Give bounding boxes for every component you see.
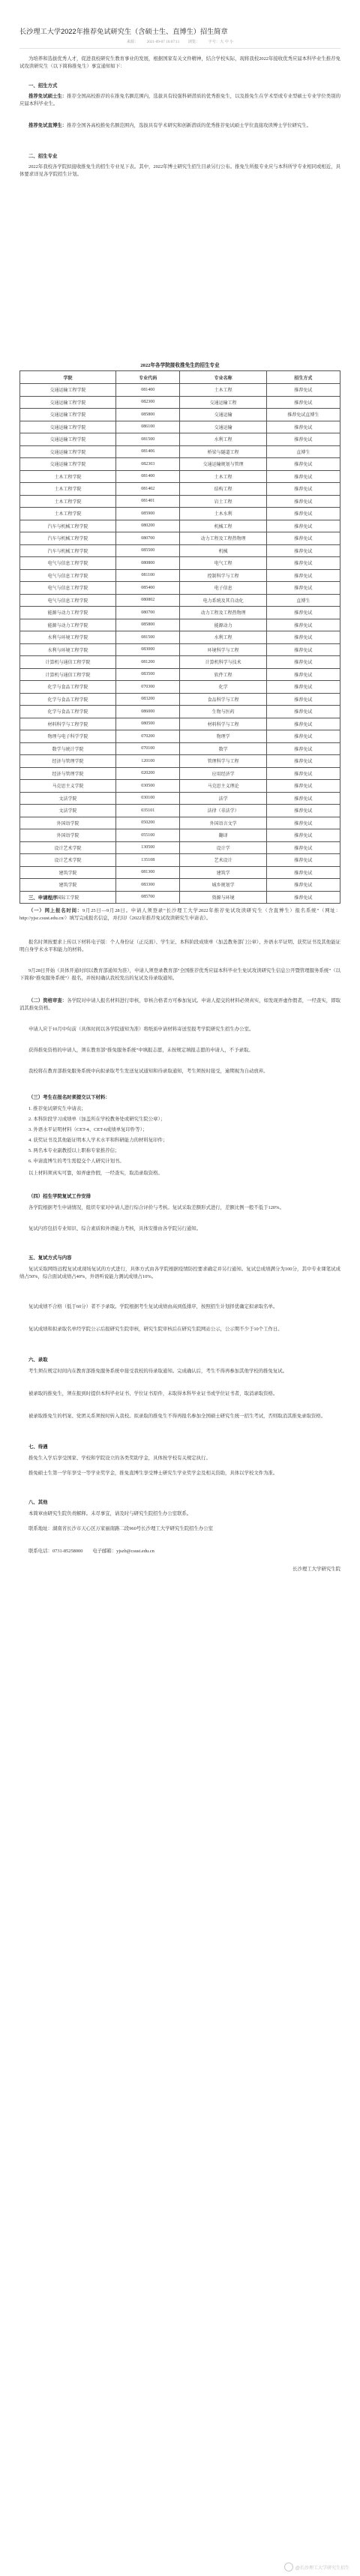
cell-code: 080700 bbox=[116, 532, 180, 545]
cell-mode: 推荐免试 bbox=[266, 557, 340, 570]
cell-major: 化学 bbox=[180, 681, 266, 694]
cell-college: 交通运输工程学院 bbox=[20, 433, 116, 446]
majors-table bbox=[20, 370, 340, 904]
signature-office: 长沙理工大学研究生院 bbox=[292, 1567, 340, 1572]
section-heading-8: 八、其他 bbox=[28, 1500, 48, 1505]
cell-mode: 直博生 bbox=[266, 445, 340, 458]
item-label: 推荐免试硕士生： bbox=[28, 94, 68, 99]
material-item: 1. 推荐免试研究生申请表； bbox=[28, 1106, 86, 1111]
cell-mode: 推荐免试 bbox=[266, 508, 340, 520]
cell-major: 土木水利 bbox=[180, 508, 266, 520]
table-row bbox=[20, 631, 340, 644]
cell-mode: 推荐免试 bbox=[266, 706, 340, 718]
table-row bbox=[20, 668, 340, 681]
table-row bbox=[20, 643, 340, 656]
cell-college: 材料科学与工程学院 bbox=[20, 718, 116, 730]
cell-code: 081200 bbox=[116, 656, 180, 669]
sub-label: （一）网上报名时间： bbox=[28, 908, 82, 913]
cell-major: 交通运输工程 bbox=[180, 396, 266, 409]
cell-mode: 推荐免试 bbox=[266, 718, 340, 730]
table-row bbox=[20, 767, 340, 780]
table-row bbox=[20, 681, 340, 694]
cell-college: 设计艺术学院 bbox=[20, 841, 116, 854]
cell-college: 马克思主义学院 bbox=[20, 780, 116, 793]
weibo-logo-icon bbox=[284, 2563, 293, 2572]
table-row bbox=[20, 879, 340, 892]
font-size-toggle[interactable]: 字号：大 中 小 bbox=[208, 40, 234, 44]
material-item: 5. 两名本专业副教授以上职称专家推荐信； bbox=[28, 1148, 120, 1153]
cell-major: 环境科学与工程 bbox=[180, 643, 266, 656]
section-4-p2: 复试内容包括专业知识、综合素质和外语能力考核，具体安排由各学院另行通知。 bbox=[28, 1226, 202, 1231]
header-mode: 招生方式 bbox=[266, 371, 340, 384]
sub-label: （二）资格审查： bbox=[28, 998, 68, 1003]
table-row bbox=[20, 495, 340, 508]
section-1-item-1 bbox=[20, 93, 340, 109]
cell-college: 交通运输工程学院 bbox=[20, 409, 116, 421]
table-row bbox=[20, 805, 340, 817]
cell-mode: 直博生 bbox=[266, 594, 340, 607]
cell-code: 080800 bbox=[116, 557, 180, 570]
table-row bbox=[20, 569, 340, 582]
section-3-p6: 获得推免资格的申请人，须在教育部“推免服务系统”中填报志愿，未按规定填报志愿的申请人，不予录取。 bbox=[28, 1048, 254, 1053]
cell-college: 水利与环境工程学院 bbox=[20, 643, 116, 656]
section-heading-retest-arrangement: （四）招生学院复试工作安排 bbox=[28, 1194, 92, 1199]
cell-college: 国际工学院 bbox=[20, 891, 116, 904]
cell-mode: 推荐免试 bbox=[266, 532, 340, 545]
sub-text: 9月25日—9月28日。申请人须登录“长沙理工大学2022年推荐免试攻读研究生（含直博生）报名系统”（网址：http://yjsc.csust.edu.cn/）填写完成报名信息，并打印《2022年推荐免试攻读研究生申请表》。 bbox=[20, 908, 341, 922]
table-row bbox=[20, 829, 340, 842]
cell-college: 土木工程学院 bbox=[20, 483, 116, 496]
cell-college: 电气与信息工程学院 bbox=[20, 557, 116, 570]
cell-major: 结构工程 bbox=[180, 483, 266, 496]
cell-code: 135108 bbox=[116, 854, 180, 867]
page-title: 长沙理工大学2022年推荐免试研究生（含硕士生、直博生）招生简章 bbox=[20, 28, 228, 35]
section-5-p1: 复试采取网络远程复试或现场复试的方式进行，具体方式由各学院根据疫情防控要求确定并另行通知。复试总成绩满分为100分，其中专业课笔试成绩占50%，综合面试成绩占40%，外语听说能力测试成绩占10%。 bbox=[20, 1267, 340, 1280]
cell-college: 交通运输工程学院 bbox=[20, 445, 116, 458]
cell-mode: 推荐免试 bbox=[266, 656, 340, 669]
section-6-p3: 被录取推免生的档案、党团关系须按时转入我校。拟录取的推免生不得再报名参加全国硕士研究生统一招生考试，否则取消其推免录取资格。 bbox=[28, 1414, 326, 1419]
cell-major: 交通运输 bbox=[180, 421, 266, 433]
cell-mode: 推荐免试 bbox=[266, 841, 340, 854]
material-item: 6. 申请直博生的考生需提交个人研究计划书。 bbox=[28, 1159, 124, 1164]
cell-college: 设计艺术学院 bbox=[20, 854, 116, 867]
cell-college: 化学与食品工程学院 bbox=[20, 681, 116, 694]
cell-code: 080700 bbox=[116, 607, 180, 619]
cell-major: 动力工程及工程热物理 bbox=[180, 532, 266, 545]
cell-college: 能源与动力工程学院 bbox=[20, 607, 116, 619]
cell-code: 070100 bbox=[116, 742, 180, 755]
cell-major: 电力系统及其自动化 bbox=[180, 594, 266, 607]
cell-college: 电气与信息工程学院 bbox=[20, 582, 116, 595]
cell-major: 资源与环境 bbox=[180, 891, 266, 904]
header-college: 学院 bbox=[20, 371, 116, 384]
table-row bbox=[20, 817, 340, 829]
contact-phone-email: 联系电话：0731-85258000 电子邮箱：yjszb@csust.edu.cn bbox=[28, 1549, 154, 1554]
cell-major: 电子信息 bbox=[180, 582, 266, 595]
section-7-p1: 推免生入学后享受国家、学校和学院设立的各类奖助学金，具体按学校有关规定执行。 bbox=[28, 1456, 211, 1461]
cell-college: 电气与信息工程学院 bbox=[20, 594, 116, 607]
cell-major: 控制科学与工程 bbox=[180, 569, 266, 582]
cell-major: 外国语言文学 bbox=[180, 817, 266, 829]
cell-mode: 推荐免试 bbox=[266, 866, 340, 879]
table-row bbox=[20, 780, 340, 793]
section-heading-5: 五、复试方式与内容 bbox=[28, 1255, 72, 1261]
table-row bbox=[20, 532, 340, 545]
materials-note: 以上材料须真实可靠，如弄虚作假，一经查实，取消录取资格。 bbox=[28, 1171, 163, 1176]
section-heading-6: 六、录取 bbox=[28, 1357, 48, 1363]
cell-college: 文法学院 bbox=[20, 805, 116, 817]
watermark-text: @长沙理工大学研究生招生 bbox=[295, 2566, 350, 2571]
cell-code: 085700 bbox=[116, 891, 180, 904]
table-row bbox=[20, 755, 340, 768]
table-row bbox=[20, 582, 340, 595]
cell-code: 080500 bbox=[116, 718, 180, 730]
table-row bbox=[20, 384, 340, 397]
cell-mode: 推荐免试 bbox=[266, 891, 340, 904]
cell-mode: 推荐免试 bbox=[266, 817, 340, 829]
sub-text: 各学院对申请人报名材料进行审核，审核合格者方可参加复试。申请人提交的材料必须真实，如发现弄虚作假者，一经查实，即取消其推免资格。 bbox=[20, 998, 340, 1012]
item-label: 推荐免试直博生： bbox=[28, 123, 68, 128]
section-4-p1: 各学院根据考生申请情况，组织专家对申请人进行综合评价与考核。复试采取差额形式进行，差额比例一般不低于120%。 bbox=[28, 1205, 284, 1210]
cell-college: 交通运输工程学院 bbox=[20, 396, 116, 409]
cell-major: 岩土工程 bbox=[180, 495, 266, 508]
cell-major: 电气工程 bbox=[180, 557, 266, 570]
cell-mode: 推荐免试 bbox=[266, 384, 340, 397]
cell-college: 物理与电子科学学院 bbox=[20, 730, 116, 743]
section-3-p2: 报名时须按要求上传以下材料电子版：个人身份证（正反面）、学生证、本科阶段成绩单（加盖教务部门公章）、外语水平证明、获奖证书及其他能证明自身学术水平和能力的材料。 bbox=[20, 940, 340, 953]
cell-mode: 推荐免试 bbox=[266, 879, 340, 892]
cell-college: 数学与统计学院 bbox=[20, 742, 116, 755]
cell-mode: 推荐免试 bbox=[266, 433, 340, 446]
table-row bbox=[20, 619, 340, 631]
intro-paragraph: 为培养和选拔优秀人才，促进我校研究生教育事业的发展，根据国家有关文件精神，结合学校实际，现将我校2022年接收优秀应届本科毕业生推荐免试攻读研究生（以下简称推免生）事宜通知如下： bbox=[20, 56, 340, 70]
section-5-p3: 复试成绩和拟录取名单经学院公示后报研究生院审核，研究生院审核后在研究生院网站公示，公示期不少于10个工作日。 bbox=[28, 1327, 283, 1332]
table-row bbox=[20, 706, 340, 718]
cell-code: 055100 bbox=[116, 829, 180, 842]
table-row bbox=[20, 520, 340, 532]
cell-college: 计算机与通信工程学院 bbox=[20, 656, 116, 669]
cell-mode: 推荐免试 bbox=[266, 495, 340, 508]
cell-mode: 推荐免试 bbox=[266, 693, 340, 706]
cell-mode: 推荐免试 bbox=[266, 742, 340, 755]
cell-mode: 推荐免试 bbox=[266, 681, 340, 694]
section-heading-2: 二、招生专业 bbox=[28, 154, 58, 159]
cell-mode: 推荐免试 bbox=[266, 582, 340, 595]
cell-college: 汽车与机械工程学院 bbox=[20, 544, 116, 557]
cell-mode: 推荐免试 bbox=[266, 643, 340, 656]
cell-mode: 推荐免试 bbox=[266, 544, 340, 557]
cell-code: 081402 bbox=[116, 483, 180, 496]
cell-major: 城乡规划学 bbox=[180, 879, 266, 892]
cell-college: 汽车与机械工程学院 bbox=[20, 532, 116, 545]
cell-code: 081406 bbox=[116, 445, 180, 458]
table-row bbox=[20, 854, 340, 867]
table-row bbox=[20, 470, 340, 483]
cell-major: 交通运输 bbox=[180, 409, 266, 421]
material-item: 3. 外语水平证明材料（CET-4、CET-6成绩单复印件等）； bbox=[28, 1127, 148, 1132]
cell-code: 070200 bbox=[116, 730, 180, 743]
cell-mode: 推荐免试 bbox=[266, 569, 340, 582]
cell-major: 法律（非法学） bbox=[180, 805, 266, 817]
table-row bbox=[20, 718, 340, 730]
cell-major: 计算机科学与技术 bbox=[180, 656, 266, 669]
cell-mode: 推荐免试 bbox=[266, 619, 340, 631]
cell-college: 文法学院 bbox=[20, 792, 116, 805]
table-row bbox=[20, 730, 340, 743]
cell-major: 建筑学 bbox=[180, 866, 266, 879]
cell-major: 桥梁与隧道工程 bbox=[180, 445, 266, 458]
table-row bbox=[20, 544, 340, 557]
cell-major: 水利工程 bbox=[180, 433, 266, 446]
cell-code: 080200 bbox=[116, 520, 180, 532]
table-body bbox=[20, 384, 340, 904]
section-1-item-2 bbox=[20, 122, 340, 130]
cell-code: 083300 bbox=[116, 879, 180, 892]
cell-major: 交通运输规划与管理 bbox=[180, 458, 266, 471]
item-text: 推荐全国各高校推免名额范围内，选拔具有学术研究和创新潜质的优秀推荐免试硕士学位直接攻读博士学位研究生。 bbox=[67, 123, 312, 128]
cell-major: 法学 bbox=[180, 792, 266, 805]
table-row bbox=[20, 607, 340, 619]
cell-major: 艺术设计 bbox=[180, 854, 266, 867]
table-header-row bbox=[20, 371, 340, 384]
cell-mode: 推荐免试 bbox=[266, 767, 340, 780]
cell-college: 能源与动力工程学院 bbox=[20, 619, 116, 631]
cell-college: 土木工程学院 bbox=[20, 495, 116, 508]
cell-code: 082303 bbox=[116, 458, 180, 471]
cell-major: 土木工程 bbox=[180, 470, 266, 483]
cell-major: 水利工程 bbox=[180, 631, 266, 644]
cell-mode: 推荐免试 bbox=[266, 730, 340, 743]
cell-major: 数学 bbox=[180, 742, 266, 755]
section-8-p1: 本简章由研究生院负责解释。未尽事宜，请及时与研究生院招生办公室联系。 bbox=[28, 1511, 192, 1516]
meta-source: 来源： bbox=[126, 40, 139, 44]
cell-code: 086100 bbox=[116, 421, 180, 433]
cell-mode: 推荐免试 bbox=[266, 483, 340, 496]
cell-major: 材料科学与工程 bbox=[180, 718, 266, 730]
cell-mode: 推荐免试 bbox=[266, 607, 340, 619]
material-item: 4. 获奖证书及其他能证明本人学术水平和科研能力的材料复印件； bbox=[28, 1138, 168, 1143]
cell-mode: 推荐免试 bbox=[266, 631, 340, 644]
cell-code: 030100 bbox=[116, 792, 180, 805]
cell-code: 085800 bbox=[116, 409, 180, 421]
cell-college: 土木工程学院 bbox=[20, 470, 116, 483]
material-item: 2. 本科阶段学习成绩单（加盖所在学校教务处或研究生院公章）； bbox=[28, 1117, 166, 1122]
article-meta bbox=[22, 39, 338, 44]
cell-code: 020200 bbox=[116, 767, 180, 780]
cell-major: 应用经济学 bbox=[180, 767, 266, 780]
table-row bbox=[20, 433, 340, 446]
cell-major: 机械 bbox=[180, 544, 266, 557]
table-row bbox=[20, 409, 340, 421]
section-2-paragraph: 2022年我校各学院拟接收推免生的招生专业见下表。其中，2022年博士研究生招生目录另行公布。推免生所报专业应与本科所学专业相同或相近，具体要求详见各学院招生计划。 bbox=[20, 164, 340, 178]
section-7-p2: 推免硕士生第一学年享受一等学业奖学金，推免直博生享受博士研究生学业奖学金及相关资助，具体以学校文件为准。 bbox=[28, 1471, 278, 1476]
section-3-p7: 我校将在教育部推免服务系统中向拟录取考生发送复试通知和待录取通知，考生须按时接受，逾期视为自动放弃。 bbox=[28, 1069, 268, 1074]
cell-major: 机械工程 bbox=[180, 520, 266, 532]
cell-major: 能源动力 bbox=[180, 619, 266, 631]
cell-college: 交通运输工程学院 bbox=[20, 384, 116, 397]
header-code: 专业代码 bbox=[116, 371, 180, 384]
table-row bbox=[20, 483, 340, 496]
cell-major: 土木工程 bbox=[180, 384, 266, 397]
cell-major: 生物与医药 bbox=[180, 706, 266, 718]
cell-mode: 推荐免试 bbox=[266, 470, 340, 483]
cell-mode: 推荐免试 bbox=[266, 829, 340, 842]
cell-code: 085400 bbox=[116, 582, 180, 595]
cell-mode: 推荐免试 bbox=[266, 458, 340, 471]
table-row bbox=[20, 557, 340, 570]
cell-mode: 推荐免试 bbox=[266, 755, 340, 768]
cell-mode: 推荐免试 bbox=[266, 668, 340, 681]
cell-code: 030500 bbox=[116, 780, 180, 793]
cell-college: 交通运输工程学院 bbox=[20, 421, 116, 433]
cell-college: 土木工程学院 bbox=[20, 508, 116, 520]
cell-college: 化学与食品工程学院 bbox=[20, 706, 116, 718]
section-6-p1: 考生须在规定时间内在教育部推免服务系统中接受我校的待录取通知。完成确认后，考生不得再参加其他学校的推免复试。 bbox=[28, 1369, 288, 1374]
cell-code: 081500 bbox=[116, 631, 180, 644]
cell-major: 马克思主义理论 bbox=[180, 780, 266, 793]
cell-code: 081100 bbox=[116, 569, 180, 582]
title-divider bbox=[20, 48, 340, 49]
cell-college: 外国语学院 bbox=[20, 817, 116, 829]
section-heading-7: 七、待遇 bbox=[28, 1444, 48, 1450]
cell-code: 080802 bbox=[116, 594, 180, 607]
cell-major: 软件工程 bbox=[180, 668, 266, 681]
section-heading-materials: （三）考生在报名时须提交以下材料： bbox=[28, 1095, 110, 1100]
cell-college: 经济与管理学院 bbox=[20, 755, 116, 768]
cell-code: 082300 bbox=[116, 396, 180, 409]
cell-code: 081400 bbox=[116, 384, 180, 397]
table-row bbox=[20, 792, 340, 805]
section-3-p1 bbox=[20, 907, 340, 923]
section-6-p2: 被录取的推免生，须在报到时提供本科毕业证书、学位证书原件，未取得本科毕业证书或学位证书者，取消录取资格。 bbox=[28, 1391, 278, 1396]
cell-college: 外国语学院 bbox=[20, 829, 116, 842]
meta-date: 2021-09-07 16:07:11 bbox=[146, 40, 180, 44]
table-row bbox=[20, 421, 340, 433]
cell-mode: 推荐免试 bbox=[266, 421, 340, 433]
cell-college: 电气与信息工程学院 bbox=[20, 569, 116, 582]
cell-college: 建筑学院 bbox=[20, 879, 116, 892]
section-heading-3: 三、申请程序 bbox=[28, 895, 58, 901]
cell-code: 120100 bbox=[116, 755, 180, 768]
cell-major: 管理科学与工程 bbox=[180, 755, 266, 768]
table-row bbox=[20, 742, 340, 755]
table-row bbox=[20, 866, 340, 879]
cell-mode: 推荐免试 bbox=[266, 396, 340, 409]
cell-code: 085900 bbox=[116, 508, 180, 520]
cell-mode: 推荐免试直博生 bbox=[266, 409, 340, 421]
table-title: 2022年各学院接收推免生的招生专业 bbox=[140, 363, 220, 368]
cell-code: 081400 bbox=[116, 470, 180, 483]
cell-college: 化学与食品工程学院 bbox=[20, 693, 116, 706]
cell-code: 070300 bbox=[116, 681, 180, 694]
cell-code: 086000 bbox=[116, 706, 180, 718]
cell-mode: 推荐免试 bbox=[266, 520, 340, 532]
cell-code: 081500 bbox=[116, 433, 180, 446]
cell-code: 083200 bbox=[116, 693, 180, 706]
cell-code: 083500 bbox=[116, 668, 180, 681]
section-3-p4 bbox=[20, 997, 340, 1013]
cell-code: 081401 bbox=[116, 495, 180, 508]
cell-college: 计算机与通信工程学院 bbox=[20, 668, 116, 681]
cell-major: 物理学 bbox=[180, 730, 266, 743]
cell-mode: 推荐免试 bbox=[266, 854, 340, 867]
cell-code: 085800 bbox=[116, 619, 180, 631]
section-5-p2: 复试成绩不合格（低于60分）者不予录取。学院根据考生复试成绩由高到低排序，按照招生计划择优确定拟录取名单。 bbox=[28, 1304, 278, 1309]
section-3-p3: 9月28日开始（具体开通时间以教育部通知为准），申请人须登录教育部“全国推荐优秀应届本科毕业生免试攻读研究生信息公开暨管理服务系统”（以下简称“推免服务系统”）报名，并按时确认我校发出的复试及待录取通知。 bbox=[20, 968, 340, 982]
table-row bbox=[20, 458, 340, 471]
cell-code: 050200 bbox=[116, 817, 180, 829]
cell-mode: 推荐免试 bbox=[266, 780, 340, 793]
table-row bbox=[20, 656, 340, 669]
item-text: 推荐全国高校推荐的在推免名额范围内，选拔具有较强科研潜质的优秀推免生，以及推免生在学术型或专业型硕士专业学位类别的应届本科毕业生。 bbox=[20, 94, 340, 107]
cell-college: 水利与环境工程学院 bbox=[20, 631, 116, 644]
cell-code: 083000 bbox=[116, 643, 180, 656]
meta-views: 浏览： bbox=[188, 40, 200, 44]
cell-mode: 推荐免试 bbox=[266, 805, 340, 817]
table-row bbox=[20, 445, 340, 458]
table-row bbox=[20, 841, 340, 854]
cell-major: 动力工程及工程热物理 bbox=[180, 607, 266, 619]
table-row bbox=[20, 396, 340, 409]
table-row bbox=[20, 594, 340, 607]
contact-address: 联系地址：湖南省长沙市天心区万家丽南路二段960号长沙理工大学研究生院招生办公室 bbox=[28, 1526, 214, 1531]
cell-major: 设计学 bbox=[180, 841, 266, 854]
cell-code: 035101 bbox=[116, 805, 180, 817]
cell-college: 汽车与机械工程学院 bbox=[20, 520, 116, 532]
cell-mode: 推荐免试 bbox=[266, 792, 340, 805]
section-3-p5: 申请人应于10月中旬前（具体时间以各学院通知为准）将纸质申请材料寄送至报考学院研究生招生办公室。 bbox=[28, 1027, 254, 1032]
table-row bbox=[20, 693, 340, 706]
cell-college: 经济与管理学院 bbox=[20, 767, 116, 780]
cell-major: 食品科学与工程 bbox=[180, 693, 266, 706]
table-row bbox=[20, 508, 340, 520]
cell-code: 130500 bbox=[116, 841, 180, 854]
cell-college: 建筑学院 bbox=[20, 866, 116, 879]
section-heading-1: 一、招生方式 bbox=[28, 83, 58, 88]
cell-code: 081300 bbox=[116, 866, 180, 879]
cell-major: 翻译 bbox=[180, 829, 266, 842]
header-major: 专业名称 bbox=[180, 371, 266, 384]
watermark bbox=[284, 2563, 350, 2572]
cell-college: 交通运输工程学院 bbox=[20, 458, 116, 471]
cell-code: 085500 bbox=[116, 544, 180, 557]
